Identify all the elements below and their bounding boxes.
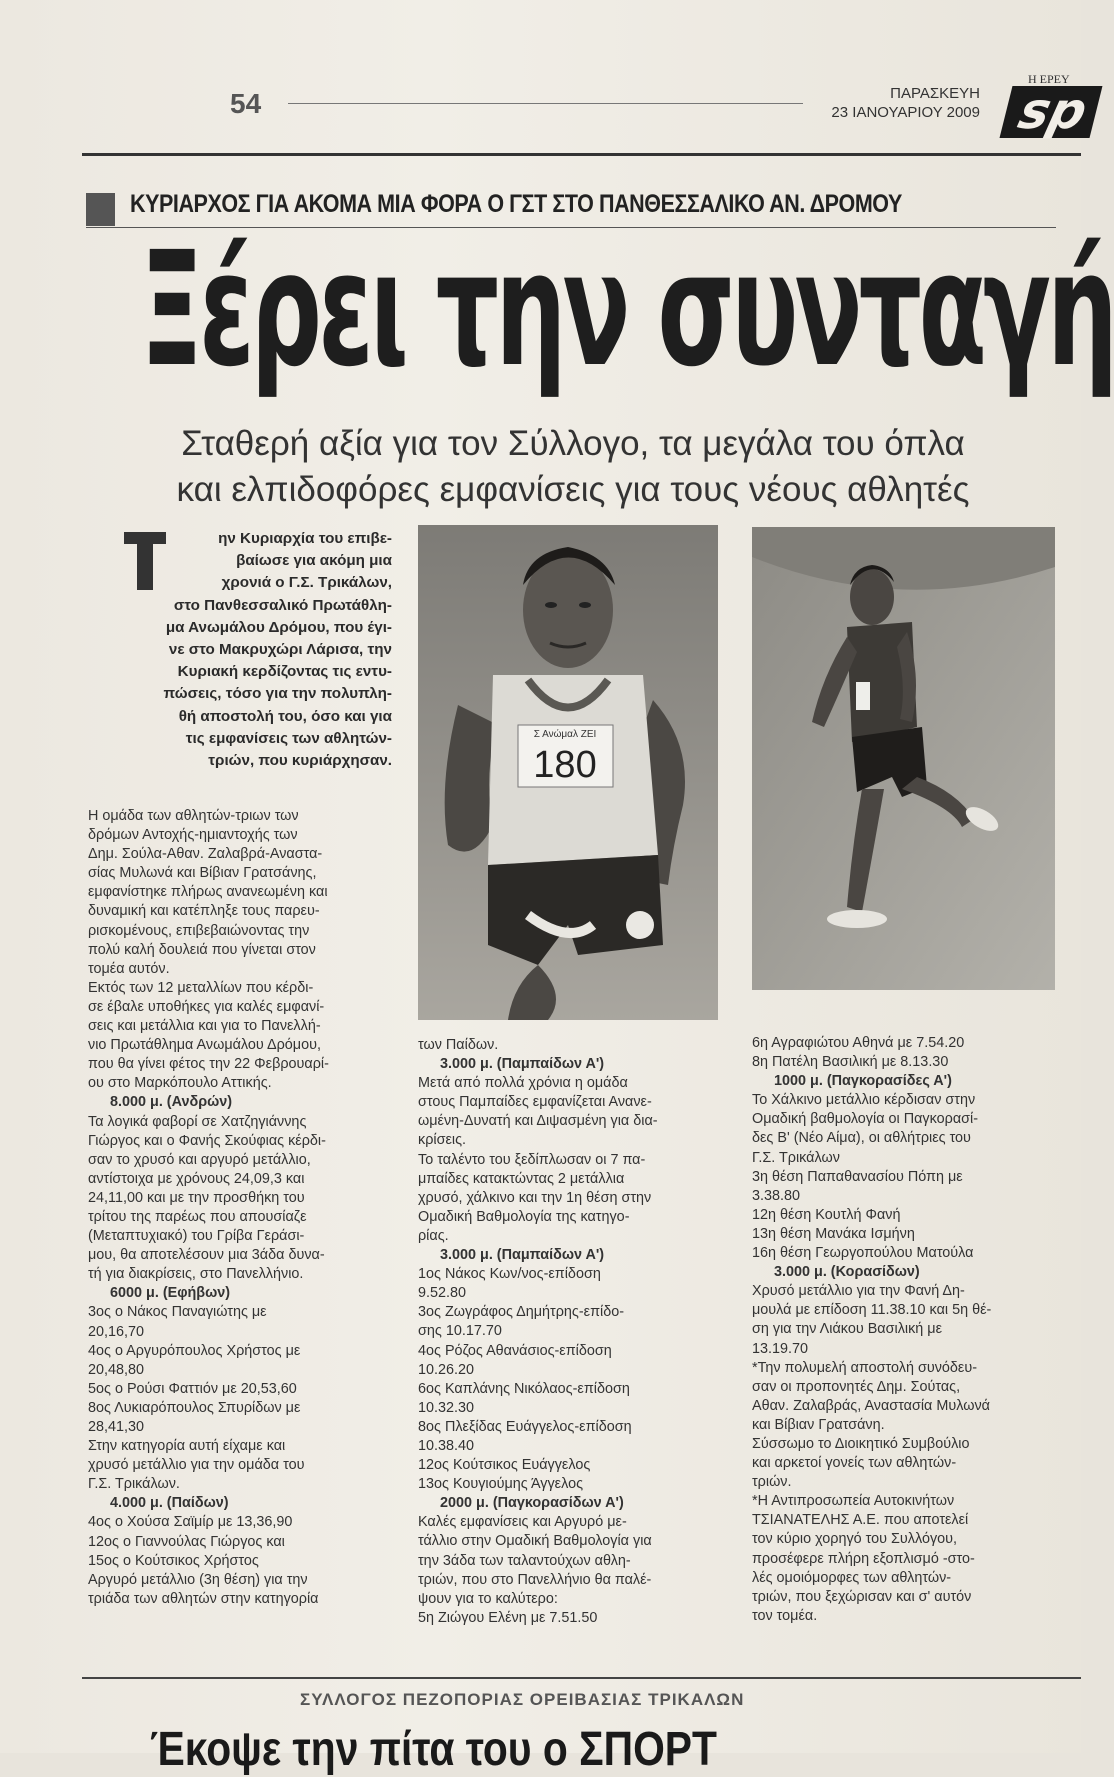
text-line: ΤΣΙΑΝΑΤΕΛΗΣ Α.Ε. που αποτελεί [752,1512,969,1529]
text-line: 16η θέση Γεωργοπούλου Ματούλα [752,1245,974,1262]
article-lead [120,528,392,772]
lead-line: μα Ανωμάλου Δρόμου, που έγι- [165,618,392,636]
text-line: *Η Αντιπροσωπεία Αυτοκινήτων [752,1493,955,1510]
text-line: σαν οι προπονητές Δημ. Σούτας, [752,1378,961,1395]
text-line: Εκτός των 12 μεταλλίων που κέρδι- [88,979,314,996]
runner-photo-2 [752,527,1055,990]
header-rule [288,103,803,104]
text-line: 4.000 μ. (Παίδων) [110,1495,229,1512]
text-line: 12ος ο Γιαννούλας Γιώργος και [88,1533,285,1550]
text-line: δυναμική και κατέπληξε τους παρευ- [88,903,320,920]
article-subtitle-1: Σταθερή αξία για τον Σύλλογο, τα μεγάλα του όπλα [181,424,965,463]
text-line: 3.000 μ. (Παμπαίδων Α') [440,1247,605,1264]
text-line: Μετά από πολλά χρόνια η ομάδα [418,1075,628,1092]
lead-line: τις εμφανίσεις των αθλητών- [185,729,392,747]
lead-line: Κυριακή κερδίζοντας τις εντυ- [177,663,392,681]
text-line: 8ος Λυκιαρόπουλος Σπυρίδων με [88,1399,301,1416]
text-line: 20,16,70 [88,1323,145,1340]
text-line: 10.38.40 [418,1437,475,1454]
text-line: 6η Αγραφιώτου Αθηνά με 7.54.20 [752,1035,965,1051]
text-line: δες Β' (Νέο Αίμα), οι αθλήτριες του [752,1130,971,1147]
text-line: ρίας. [418,1227,449,1244]
footer-rule [82,1677,1081,1679]
lead-line: νε στο Μακρυχώρι Λάρισα, την [168,641,392,659]
text-line: Γιώργος και ο Φανής Σκούφιας κέρδι- [88,1132,326,1149]
text-line: των Παίδων. [418,1037,499,1053]
kicker-marker [86,193,115,226]
newspaper-brand [1000,72,1094,140]
text-line: Σύσσωμο το Διοικητικό Συμβούλιο [752,1435,970,1452]
text-line: 8η Πατέλη Βασιλική με 8.13.30 [752,1054,949,1071]
lead-line: ην Κυριαρχία του επιβε- [218,530,392,547]
article-column-1 [88,807,393,1609]
text-line: σης 10.17.70 [418,1323,502,1340]
text-line: 3ος ο Νάκος Παναγιώτης με [88,1304,267,1321]
text-line: ωμένη-Δυνατή και Διψασμένη για δια- [418,1113,658,1130]
page-number: 54 [230,88,262,119]
top-rule [82,153,1081,156]
text-line: 8.000 μ. (Ανδρών) [110,1094,233,1111]
text-line: 12ος Κούτσικος Ευάγγελος [418,1457,591,1474]
lead-line: πώσεις, τόσο για την πολυπλη- [163,685,392,703]
text-line: τριών. [752,1474,792,1491]
text-line: και αρκετοί γονείς των αθλητών- [752,1455,957,1472]
lead-line: τριών, που κυριάρχησαν. [208,752,392,770]
text-line: (Μεταπτυχιακό) του Γρίβα Γεράσι- [88,1228,305,1245]
text-line: 8ος Πλεξίδας Ευάγγελος-επίδοση [418,1418,632,1435]
text-line: Το Χάλκινο μετάλλιο κέρδισαν στην [752,1092,976,1109]
text-line: ψουν για το καλύτερο: [418,1590,558,1607]
text-line: 1000 μ. (Παγκορασίδες Α') [774,1073,952,1090]
text-line: τον τομέα. [752,1607,818,1624]
brand-logo-text: sp [1013,82,1094,140]
text-line: *Την πολυμελή αποστολή συνόδευ- [752,1359,977,1376]
text-line: 5ος ο Ρούσι Φαττιόν με 20,53,60 [88,1380,297,1397]
text-line: τή για διακρίσεις, στο Πανελλήνιο. [88,1266,304,1283]
lead-line: χρονιά ο Γ.Σ. Τρικάλων, [221,574,392,592]
text-line: 3ος Ζωγράφος Δημήτρης-επίδο- [418,1304,625,1321]
text-line: σίας Μυλωνά και Βίβιαν Γρατσάνης, [88,865,317,882]
text-line: τάλλιο στην Ομαδική Βαθμολογία για [418,1533,652,1550]
text-line: Χρυσό μετάλλιο για την Φανή Δη- [752,1283,965,1300]
text-line: Γ.Σ. Τρικάλων. [88,1476,180,1493]
text-line: λές ομοιόμορφες των αθλητών- [752,1569,952,1586]
text-line: νιο Πρωτάθλημα Ανωμάλου Δρόμου, [88,1037,321,1054]
text-line: πολύ καλή δουλειά που γίνεται στον [88,941,316,958]
text-line: μπαίδες κατακτώντας 2 μετάλλια [418,1170,625,1187]
text-line: τριών, που ξεχώρισαν και σ' αυτόν [752,1588,972,1605]
text-line: 1ος Νάκος Κων/νος-επίδοση [418,1266,601,1283]
text-line: σαν το χρυσό και αργυρό μετάλλιο, [88,1151,311,1168]
text-line: 13ος Κουγιούμης Άγγελος [418,1476,584,1493]
text-line: Ομαδική Βαθμολογία της κατηγο- [418,1208,630,1225]
article-subtitle-2: και ελπιδοφόρες εμφανίσεις για τους νέους αθλητές [176,470,970,509]
text-line: αντίστοιχα με χρόνους 24,09,3 και [88,1170,305,1187]
text-line: 2000 μ. (Παγκορασίδων Α') [440,1495,624,1512]
text-line: ρισκομένους, επιβεβαιώνοντας την [88,922,310,939]
text-line: δρόμων Αντοχής-ημιαντοχής των [88,827,298,844]
text-line: Αργυρό μετάλλιο (3η θέση) για την [88,1571,308,1588]
text-line: τομέα αυτόν. [88,960,170,977]
issue-day: ΠΑΡΑΣΚΕΥΗ [890,85,980,102]
text-line: τριάδα των αθλητών στην κατηγορία [88,1590,319,1607]
text-line: 12η θέση Κουτλή Φανή [752,1206,901,1223]
text-line: 3.000 μ. (Παμπαίδων Α') [440,1056,605,1073]
issue-date [815,84,980,122]
text-line: χρυσό μετάλλιο για την ομάδα του [88,1457,305,1474]
brand-logo [1000,82,1103,140]
text-line: 4ος ο Αργυρόπουλος Χρήστος με [88,1342,301,1359]
lead-line: βαίωσε για ακόμη μια [236,552,392,570]
text-line: 28,41,30 [88,1419,145,1435]
text-line: 6ος Καπλάνης Νικόλαος-επίδοση [418,1380,630,1397]
text-line: 13.19.70 [752,1340,809,1357]
article-headline: Ξέρει την συνταγή [140,218,1114,402]
text-line: 5η Ζιώγου Ελένη με 7.51.50 [418,1609,598,1626]
article-kicker: ΚΥΡΙΑΡΧΟΣ ΓΙΑ ΑΚΟΜΑ ΜΙΑ ΦΟΡΑ Ο ΓΣΤ ΣΤΟ ΠΑΝΘΕΣΣΑΛΙΚΟ ΑΝ. ΔΡΟΜΟΥ [130,190,902,218]
runner-photo-1 [418,525,718,1020]
text-line: 20,48,80 [88,1361,145,1378]
text-line: Δημ. Σούλα-Αθαν. Ζαλαβρά-Αναστα- [88,846,323,863]
lead-line: θή αποστολή του, όσο και για [178,707,392,725]
text-line: 4ος ο Χούσα Σαϊμίρ με 13,36,90 [88,1514,293,1531]
text-line: 10.26.20 [418,1361,475,1378]
text-line: Η ομάδα των αθλητών-τριων των [88,808,299,824]
text-line: εμφανίστηκε πλήρως ανανεωμένη και [88,884,328,901]
text-line: τον κύριο χορηγό του Συλλόγου, [752,1531,958,1548]
text-line: 15ος ο Κούτσικος Χρήστος [88,1552,259,1569]
text-line: 13η θέση Μανάκα Ισμήνη [752,1225,915,1242]
bib-number: 180 [533,744,597,786]
text-line: 3.000 μ. (Κορασίδων) [774,1264,920,1281]
text-line: Καλές εμφανίσεις και Αργυρό με- [418,1514,627,1531]
text-line: 9.52.80 [418,1285,467,1302]
text-line: και Βίβιαν Γρατσάνη. [752,1416,885,1433]
text-line: Γ.Σ. Τρικάλων [752,1149,840,1166]
text-line: κρίσεις. [418,1132,467,1149]
issue-date-text: 23 ΙΑΝΟΥΑΡΙΟΥ 2009 [831,104,980,121]
lead-line: στο Πανθεσσαλικό Πρωτάθλη- [173,596,392,614]
text-line: Το ταλέντο του ξεδίπλωσαν οι 7 πα- [418,1151,646,1168]
text-line: σεις και μετάλλια και για το Πανελλή- [88,1018,321,1035]
text-line: Αθαν. Ζαλαβράς, Αναστασία Μυλωνά [752,1397,990,1414]
text-line: που θα γίνει φέτος την 22 Φεβρουαρί- [88,1056,329,1073]
shirt-text: Σ Ανώμαλ ΖΕΙ [533,729,597,740]
text-line: ση για την Λιάκου Βασιλική με [752,1321,942,1338]
text-line: 6000 μ. (Εφήβων) [110,1285,231,1302]
text-line: τρίτου της παρέως που απουσίαζε [88,1208,307,1225]
text-line: Ομαδική βαθμολογία οι Παγκορασί- [752,1111,979,1128]
text-line: μουλά με επίδοση 11.38.10 και 5η θέ- [752,1302,992,1319]
text-line: στους Παμπαίδες εμφανίζεται Ανανε- [418,1094,652,1111]
text-line: Στην κατηγορία αυτή είχαμε και [88,1438,286,1455]
text-line: 24,11,00 και με την προσθήκη του [88,1189,305,1206]
article-column-2 [418,1036,726,1628]
text-line: σε έβαλε υποθήκες για καλές εμφανί- [88,998,325,1015]
text-line: Τα λογικά φαβορί σε Χατζηγιάννης [88,1113,307,1130]
text-line: την 3άδα των ταλαντούχων αθλη- [418,1552,631,1569]
brand-name: Η ΕΡΕΥ [1028,72,1070,86]
text-line: 10.32.30 [418,1399,475,1416]
text-line: χρυσό, χάλκινο και την 1η θέση στην [418,1189,652,1206]
next-article-org: ΣΥΛΛΟΓΟΣ ΠΕΖΟΠΟΡΙΑΣ ΟΡΕΙΒΑΣΙΑΣ ΤΡΙΚΑΛΩΝ [300,1690,745,1709]
text-line: ου στο Μαρκόπουλο Αττικής. [88,1075,272,1092]
text-line: 4ος Ρόζος Αθανάσιος-επίδοση [418,1342,612,1359]
text-line: μου, θα αποτελέσουν μια 3άδα δυνα- [88,1247,325,1264]
text-line: προσέφερε πλήρη εξοπλισμό -στο- [752,1550,975,1567]
text-line: 3.38.80 [752,1187,801,1204]
text-line: 3η θέση Παπαθανασίου Πόπη με [752,1168,963,1185]
article-column-3 [752,1034,1057,1626]
next-article-headline: Έκοψε την πίτα του ο ΣΠΟΡΤ [150,1723,717,1776]
text-line: τριών, που στο Πανελλήνιο θα παλέ- [418,1571,652,1588]
